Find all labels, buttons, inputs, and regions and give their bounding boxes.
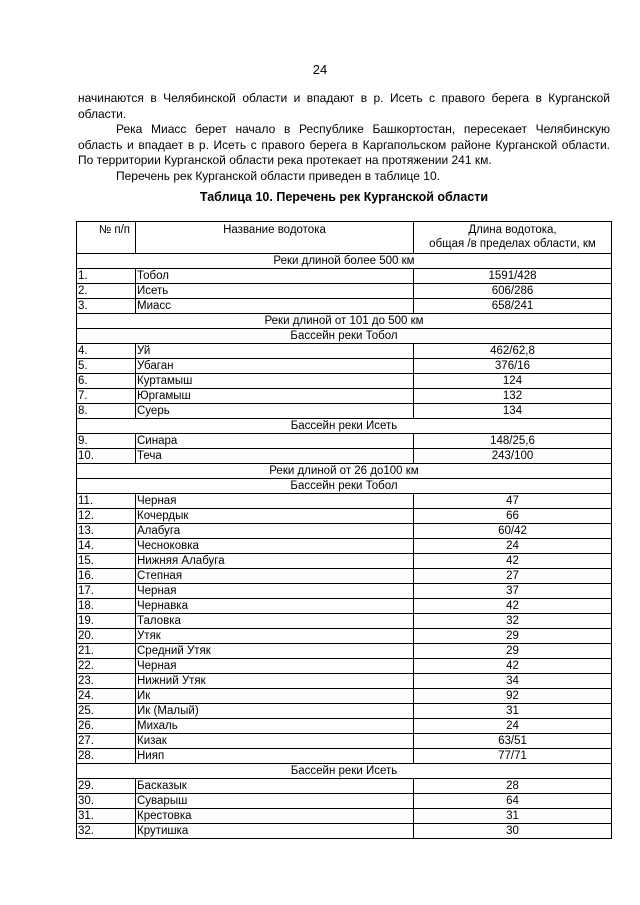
row-number-cell: 23.	[77, 674, 136, 689]
river-length-cell: 30	[414, 824, 612, 839]
row-number-cell: 26.	[77, 719, 136, 734]
table-row	[77, 389, 612, 404]
row-number-cell: 31.	[77, 809, 136, 824]
table-row	[77, 659, 612, 674]
river-name-cell: Ик (Малый)	[136, 704, 414, 719]
river-length-cell: 134	[414, 404, 612, 419]
row-number-cell: 25.	[77, 704, 136, 719]
river-length-cell: 29	[414, 629, 612, 644]
table-row	[77, 704, 612, 719]
row-number-cell: 28.	[77, 749, 136, 764]
river-name-cell: Басказык	[136, 779, 414, 794]
table-row	[77, 299, 612, 314]
river-length-cell: 92	[414, 689, 612, 704]
row-number-cell: 30.	[77, 794, 136, 809]
row-number-cell: 16.	[77, 569, 136, 584]
table-row	[77, 644, 612, 659]
table-row	[77, 569, 612, 584]
table-header-row	[77, 222, 612, 254]
river-length-cell: 606/286	[414, 284, 612, 299]
river-length-cell: 132	[414, 389, 612, 404]
table-row	[77, 614, 612, 629]
row-number-cell: 6.	[77, 374, 136, 389]
row-number-cell: 24.	[77, 689, 136, 704]
river-name-cell: Михаль	[136, 719, 414, 734]
page-number: 24	[312, 62, 328, 77]
river-name-cell: Таловка	[136, 614, 414, 629]
table-row	[77, 674, 612, 689]
table-row	[77, 404, 612, 419]
river-length-cell: 462/62,8	[414, 344, 612, 359]
table-row	[77, 269, 612, 284]
river-name-cell: Суерь	[136, 404, 414, 419]
river-length-cell: 77/71	[414, 749, 612, 764]
river-length-cell: 32	[414, 614, 612, 629]
table-row	[77, 374, 612, 389]
river-name-cell: Суварыш	[136, 794, 414, 809]
river-length-cell: 27	[414, 569, 612, 584]
river-name-cell: Уй	[136, 344, 414, 359]
table-row	[77, 284, 612, 299]
river-name-cell: Черная	[136, 659, 414, 674]
river-name-cell: Ик	[136, 689, 414, 704]
table-row	[77, 689, 612, 704]
table-row	[77, 584, 612, 599]
river-length-cell: 31	[414, 704, 612, 719]
table-section-row	[77, 329, 612, 344]
river-name-cell: Утяк	[136, 629, 414, 644]
river-name-cell: Алабуга	[136, 524, 414, 539]
river-length-cell: 376/16	[414, 359, 612, 374]
river-name-cell: Средний Утяк	[136, 644, 414, 659]
river-name-cell: Синара	[136, 434, 414, 449]
header-length	[414, 222, 612, 254]
row-number-cell: 8.	[77, 404, 136, 419]
table-title: Таблица 10. Перечень рек Курганской области	[199, 190, 489, 204]
paragraph: начинаются в Челябинской области и впадают в р. Исеть с правого берега в Курганской области.	[78, 91, 610, 121]
river-length-cell: 60/42	[414, 524, 612, 539]
table-row	[77, 494, 612, 509]
header-length-line2: общая /в пределах области, км	[429, 238, 596, 250]
row-number-cell: 19.	[77, 614, 136, 629]
table-row	[77, 734, 612, 749]
river-length-cell: 28	[414, 779, 612, 794]
table-row	[77, 509, 612, 524]
river-name-cell: Чесноковка	[136, 539, 414, 554]
river-name-cell: Убаган	[136, 359, 414, 374]
row-number-cell: 29.	[77, 779, 136, 794]
row-number-cell: 3.	[77, 299, 136, 314]
row-number-cell: 13.	[77, 524, 136, 539]
section-heading: Бассейн реки Исеть	[77, 764, 612, 779]
row-number-cell: 20.	[77, 629, 136, 644]
river-length-cell: 24	[414, 719, 612, 734]
river-name-cell: Крестовка	[136, 809, 414, 824]
section-heading: Бассейн реки Тобол	[77, 329, 612, 344]
river-name-cell: Юргамыш	[136, 389, 414, 404]
table-section-row	[77, 314, 612, 329]
river-name-cell: Черная	[136, 584, 414, 599]
table-row	[77, 344, 612, 359]
row-number-cell: 9.	[77, 434, 136, 449]
paragraph: Река Миасс берет начало в Республике Башкортостан, пересекает Челябинскую область и впадает в р. Исеть с правого берега в Каргапольском районе Курганской области. По территории Курганской области река протекает на протяжении 241 км.	[78, 122, 610, 167]
table-row	[77, 719, 612, 734]
table-row	[77, 359, 612, 374]
river-name-cell: Куртамыш	[136, 374, 414, 389]
river-name-cell: Миасс	[136, 299, 414, 314]
row-number-cell: 17.	[77, 584, 136, 599]
row-number-cell: 32.	[77, 824, 136, 839]
table-body	[77, 254, 612, 839]
row-number-cell: 5.	[77, 359, 136, 374]
table-section-row	[77, 479, 612, 494]
river-length-cell: 243/100	[414, 449, 612, 464]
table-section-row	[77, 464, 612, 479]
river-length-cell: 1591/428	[414, 269, 612, 284]
river-length-cell: 64	[414, 794, 612, 809]
river-length-cell: 42	[414, 599, 612, 614]
river-length-cell: 66	[414, 509, 612, 524]
row-number-cell: 14.	[77, 539, 136, 554]
body-text	[78, 91, 610, 184]
river-name-cell: Нижний Утяк	[136, 674, 414, 689]
river-name-cell: Теча	[136, 449, 414, 464]
section-heading: Реки длиной более 500 км	[77, 254, 612, 269]
river-name-cell: Кизак	[136, 734, 414, 749]
table-row	[77, 449, 612, 464]
table-section-row	[77, 254, 612, 269]
table-section-row	[77, 419, 612, 434]
river-length-cell: 34	[414, 674, 612, 689]
river-length-cell: 37	[414, 584, 612, 599]
row-number-cell: 21.	[77, 644, 136, 659]
table-row	[77, 779, 612, 794]
table-row	[77, 794, 612, 809]
river-length-cell: 658/241	[414, 299, 612, 314]
river-length-cell: 47	[414, 494, 612, 509]
river-name-cell: Чернавка	[136, 599, 414, 614]
river-name-cell: Нияп	[136, 749, 414, 764]
river-name-cell: Черная	[136, 494, 414, 509]
header-name: Название водотока	[136, 222, 414, 254]
paragraph: Перечень рек Курганской области приведен в таблице 10.	[116, 168, 440, 183]
section-heading: Бассейн реки Исеть	[77, 419, 612, 434]
table-row	[77, 539, 612, 554]
river-length-cell: 42	[414, 659, 612, 674]
rivers-table	[76, 221, 612, 839]
river-length-cell: 29	[414, 644, 612, 659]
row-number-cell: 10.	[77, 449, 136, 464]
river-name-cell: Кочердык	[136, 509, 414, 524]
table-row	[77, 824, 612, 839]
row-number-cell: 11.	[77, 494, 136, 509]
river-name-cell: Степная	[136, 569, 414, 584]
river-name-cell: Нижняя Алабуга	[136, 554, 414, 569]
row-number-cell: 12.	[77, 509, 136, 524]
river-name-cell: Крутишка	[136, 824, 414, 839]
header-number: № п/п	[77, 222, 136, 254]
river-length-cell: 148/25,6	[414, 434, 612, 449]
river-length-cell: 24	[414, 539, 612, 554]
table-section-row	[77, 764, 612, 779]
row-number-cell: 4.	[77, 344, 136, 359]
table-row	[77, 554, 612, 569]
header-length-line1: Длина водотока,	[468, 224, 557, 236]
river-length-cell: 124	[414, 374, 612, 389]
row-number-cell: 15.	[77, 554, 136, 569]
river-length-cell: 31	[414, 809, 612, 824]
table-row	[77, 599, 612, 614]
row-number-cell: 7.	[77, 389, 136, 404]
row-number-cell: 27.	[77, 734, 136, 749]
row-number-cell: 22.	[77, 659, 136, 674]
river-name-cell: Тобол	[136, 269, 414, 284]
row-number-cell: 18.	[77, 599, 136, 614]
table-row	[77, 434, 612, 449]
section-heading: Реки длиной от 26 до100 км	[77, 464, 612, 479]
river-length-cell: 63/51	[414, 734, 612, 749]
river-name-cell: Исеть	[136, 284, 414, 299]
row-number-cell: 2.	[77, 284, 136, 299]
table-row	[77, 809, 612, 824]
table-row	[77, 524, 612, 539]
section-heading: Реки длиной от 101 до 500 км	[77, 314, 612, 329]
table-row	[77, 629, 612, 644]
section-heading: Бассейн реки Тобол	[77, 479, 612, 494]
table-row	[77, 749, 612, 764]
row-number-cell: 1.	[77, 269, 136, 284]
river-length-cell: 42	[414, 554, 612, 569]
